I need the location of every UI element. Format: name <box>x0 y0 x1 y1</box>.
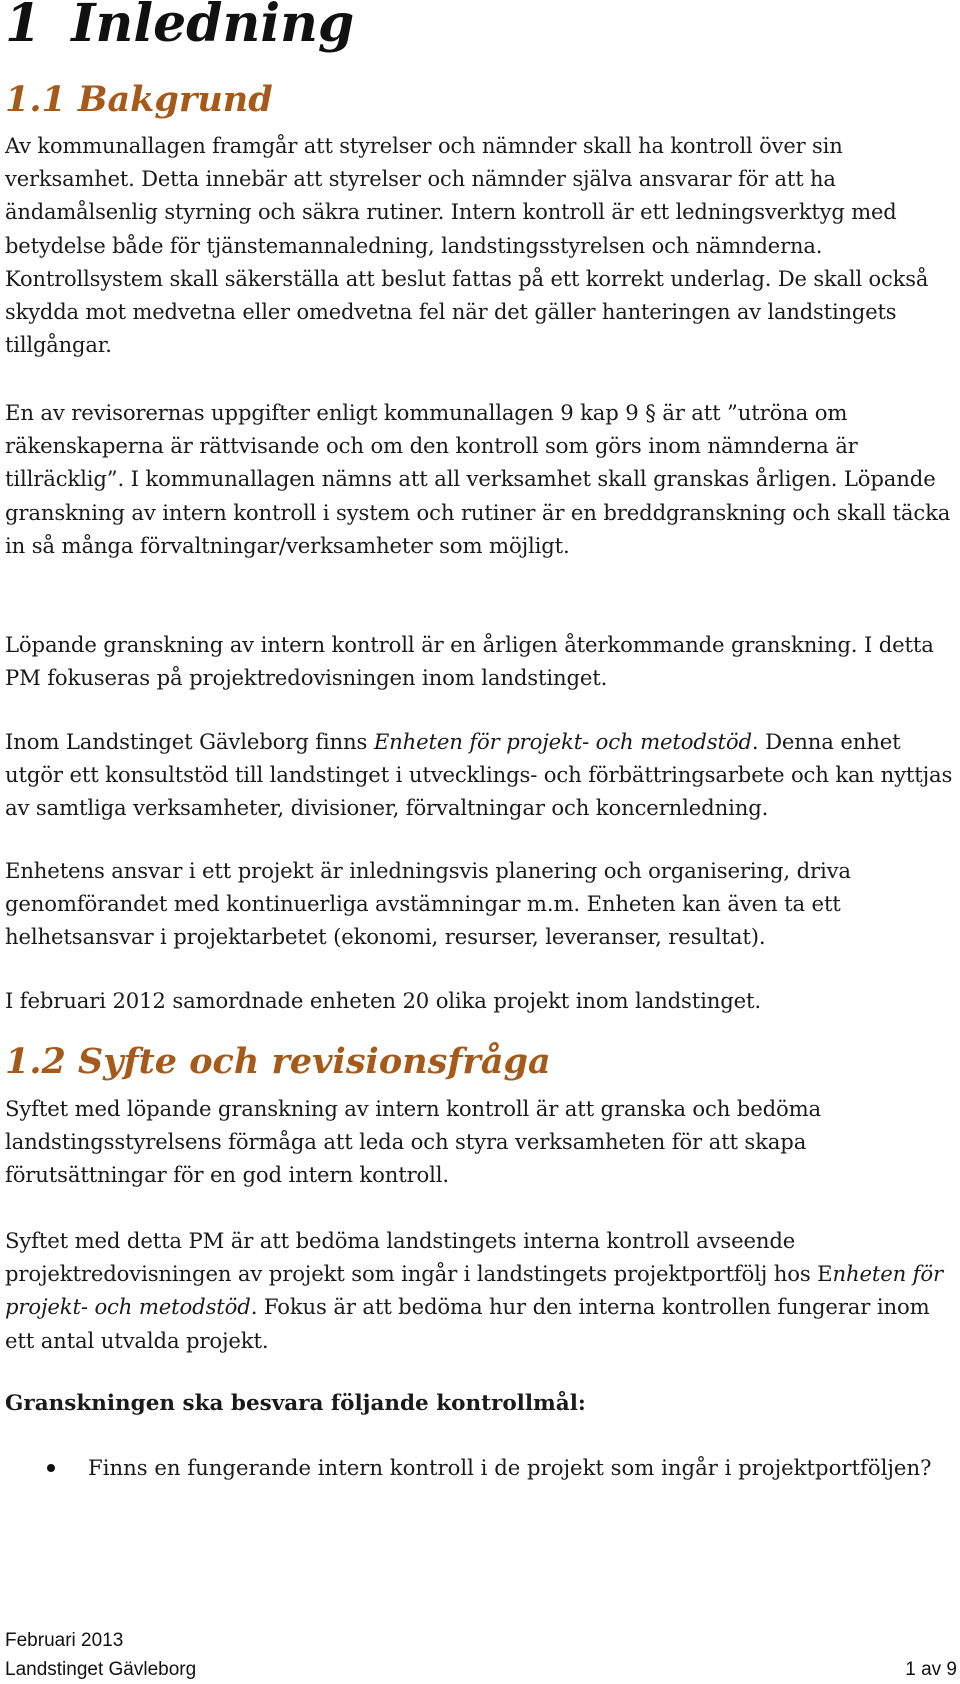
paragraph-projects-count: I februari 2012 samordnade enheten 20 olika projekt inom landstinget. <box>5 988 761 1013</box>
text-span: . Fokus är att bedöma hur den interna kontrollen fungerar inom ett antal utvalda projekt. <box>5 1294 930 1353</box>
paragraph-unit-responsibility: Enhetens ansvar i ett projekt är inledningsvis planering och organisering, driva genomförandet med kontinuerliga avstämningar m.m. Enheten kan även ta ett helhetsansvar i projektarbetet (ekonomi, resurser, leveranser, resultat). <box>5 858 851 950</box>
section-number: 1.1 <box>5 79 66 120</box>
section-number: 1.2 <box>5 1041 66 1082</box>
paragraph-unit <box>5 725 960 825</box>
control-goals-list <box>5 1451 960 1485</box>
page-number: 1 av 9 <box>905 1659 957 1680</box>
chapter-title: Inledning <box>71 0 355 54</box>
text-span: . Denna enhet utgör ett konsultstöd till landstinget i utvecklings- och förbättringsarbete och kan nyttjas av samtliga verksamheter, divisioner, förvaltningar och koncernledning. <box>5 729 953 821</box>
section-heading-syfte <box>5 1041 551 1082</box>
footer-organization: Landstinget Gävleborg <box>5 1659 197 1680</box>
chapter-heading <box>5 0 355 54</box>
footer-date: Februari 2013 <box>5 1630 124 1651</box>
paragraph-background: Av kommunallagen framgår att styrelser och nämnder skall ha kontroll över sin verksamhet. Detta innebär att styrelser och nämnder själva ansvarar för att ha ändamålsenlig styrning och säkra rutiner. Intern kontroll är ett ledningsverktyg med betydelse både för tjänstemannaledning, landstingsstyrelsen och nämnderna. Kontrollsystem skall säkerställa att beslut fattas på ett korrekt underlag. De skall också skydda mot medvetna eller omedvetna fel när det gäller hanteringen av landstingets tillgångar. <box>5 134 929 358</box>
list-item-text: Finns en fungerande intern kontroll i de projekt som ingår i projektportföljen? <box>88 1455 932 1480</box>
page-footer <box>5 1626 957 1684</box>
unit-name: nheten för projekt- och metodstöd <box>5 1261 943 1320</box>
chapter-number: 1 <box>5 0 42 54</box>
section-title: Bakgrund <box>77 79 273 120</box>
paragraph-purpose: Syftet med löpande granskning av intern kontroll är att granska och bedöma landstingsstyrelsens förmåga att leda och styra verksamheten för att skapa förutsättningar för en god intern kontroll. <box>5 1096 822 1188</box>
paragraph-auditors: En av revisorernas uppgifter enligt kommunallagen 9 kap 9 § är att ”utröna om räkenskaperna är rättvisande och om den kontroll som görs inom nämnderna är tillräcklig”. I kommunallagen nämns att all verksamhet skall granskas årligen. Löpande granskning av intern kontroll i system och rutiner är en breddgranskning och skall täcka in så många förvaltningar/verksamheter som möjligt. <box>5 400 951 558</box>
section-heading-bakgrund <box>5 79 273 120</box>
text-span: Inom Landstinget Gävleborg finns <box>5 729 374 754</box>
list-item <box>5 1451 960 1485</box>
bullet-icon <box>47 1464 55 1472</box>
control-goals-heading: Granskningen ska besvara följande kontrollmål: <box>5 1391 586 1416</box>
section-title: Syfte och revisionsfråga <box>77 1041 551 1082</box>
unit-name: Enheten för projekt- och metodstöd <box>373 729 752 754</box>
paragraph-ongoing-review: Löpande granskning av intern kontroll är en årligen återkommande granskning. I detta PM fokuseras på projektredovisningen inom landstinget. <box>5 632 934 691</box>
paragraph-pm-purpose <box>5 1224 960 1357</box>
text-span: Syftet med detta PM är att bedöma landstingets interna kontroll avseende projektredovisningen av projekt som ingår i landstingets projektportfölj hos E <box>5 1228 833 1287</box>
